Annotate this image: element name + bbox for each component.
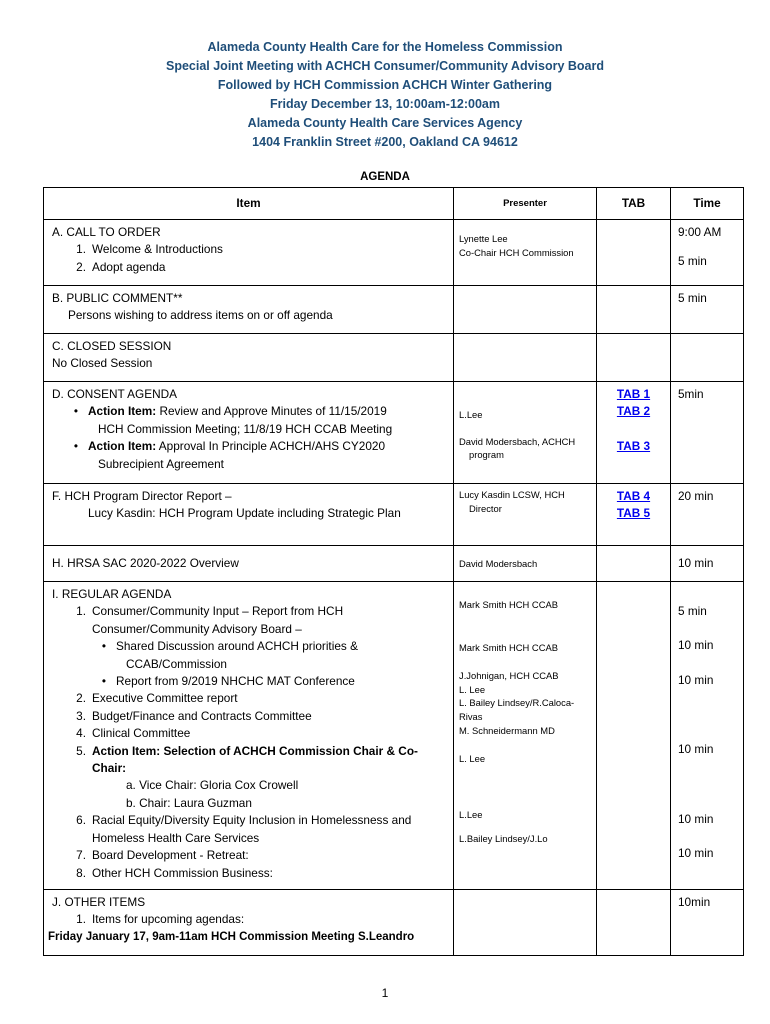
- list-item: • Action Item: Approval In Principle ACHCH/AHS CY2020: [73, 439, 386, 454]
- page-number: 1: [381, 986, 389, 1000]
- column-header-tab: TAB: [597, 188, 671, 220]
- presenter-name: Lynette Lee: [459, 233, 508, 244]
- tab-2-link[interactable]: TAB 2: [616, 404, 651, 419]
- list-item: 8. Other HCH Commission Business:: [76, 865, 273, 880]
- column-header-time: Time: [671, 188, 744, 220]
- presenter-name: L.Lee: [459, 409, 483, 420]
- header-line-date: Friday December 13, 10:00am-12:00am: [270, 97, 500, 111]
- time-cell: [671, 582, 744, 890]
- agenda-row-regular-agenda: [44, 582, 744, 890]
- agenda-row-public-comment: [44, 286, 744, 334]
- section-title: F. HCH Program Director Report –: [52, 489, 232, 503]
- list-item: 1. Consumer/Community Input – Report from HCH: [76, 604, 344, 619]
- list-item: 2. Adopt agenda: [76, 259, 166, 274]
- section-title: H. HRSA SAC 2020-2022 Overview: [44, 546, 454, 582]
- agenda-row-hrsa-sac: [44, 546, 744, 582]
- list-item: 6. Racial Equity/Diversity Equity Inclusion in Homelessness and: [76, 813, 412, 828]
- duration: 5 min: [678, 254, 707, 269]
- presenter-title: program: [469, 449, 504, 461]
- list-item: 7. Board Development - Retreat:: [76, 848, 249, 863]
- sub-item: b. Chair: Laura Guzman: [126, 795, 252, 810]
- duration: 10 min: [678, 846, 714, 861]
- duration: 5min: [671, 382, 744, 484]
- presenter-name: L. Lee: [459, 753, 486, 765]
- list-item: 5. Action Item: Selection of ACHCH Commission Chair & Co-: [76, 743, 418, 758]
- list-item-continued: HCH Commission Meeting; 11/8/19 HCH CCAB Meeting: [98, 421, 393, 436]
- agenda-table: [43, 187, 744, 956]
- presenter-name: L. Bailey Lindsey/R.Caloca-: [459, 697, 575, 709]
- item-cell: [44, 484, 454, 546]
- section-subtitle: Lucy Kasdin: HCH Program Update including Strategic Plan: [88, 506, 401, 521]
- table-header-row: [44, 188, 744, 220]
- tab-cell: [597, 286, 671, 334]
- list-item-continued: Chair:: [92, 761, 127, 776]
- tab-cell: [597, 890, 671, 956]
- document-header: [0, 38, 770, 152]
- item-cell: [44, 890, 454, 956]
- section-title: A. CALL TO ORDER: [52, 225, 161, 239]
- start-time: 9:00 AM: [678, 225, 722, 239]
- header-line-commission: Alameda County Health Care for the Homeless Commission: [207, 40, 563, 54]
- presenter-name: Rivas: [459, 710, 483, 722]
- section-title: B. PUBLIC COMMENT**: [52, 291, 183, 305]
- section-title: I. REGULAR AGENDA: [52, 587, 172, 601]
- agenda-title: AGENDA: [360, 171, 410, 183]
- list-item: 1. Items for upcoming agendas:: [76, 912, 245, 927]
- list-item: • Shared Discussion around ACHCH priorities &: [101, 639, 358, 654]
- presenter-name: David Modersbach: [454, 546, 597, 582]
- duration: 10 min: [671, 546, 744, 582]
- item-cell: [44, 582, 454, 890]
- list-item: 4. Clinical Committee: [76, 726, 191, 741]
- presenter-title: Director: [469, 502, 502, 514]
- tab-cell: [597, 220, 671, 286]
- item-cell: [44, 382, 454, 484]
- agenda-row-call-to-order: [44, 220, 744, 286]
- presenter-cell: [454, 334, 597, 382]
- header-line-meeting: Special Joint Meeting with ACHCH Consumer/Community Advisory Board: [165, 59, 604, 73]
- presenter-cell: [454, 382, 597, 484]
- duration: 10 min: [678, 672, 714, 687]
- tab-1-link[interactable]: TAB 1: [616, 387, 651, 401]
- list-item-continued: CCAB/Commission: [126, 656, 227, 671]
- presenter-cell: [454, 484, 597, 546]
- agenda-row-program-director-report: [44, 484, 744, 546]
- presenter-cell: [454, 890, 597, 956]
- sub-item: a. Vice Chair: Gloria Cox Crowell: [126, 778, 299, 793]
- presenter-name: J.Johnigan, HCH CCAB: [459, 670, 559, 682]
- duration: 10min: [671, 890, 744, 956]
- section-subtitle: Persons wishing to address items on or off agenda: [68, 308, 333, 323]
- duration: 5 min: [678, 604, 707, 618]
- agenda-row-other-items: [44, 890, 744, 956]
- section-title: C. CLOSED SESSION: [52, 339, 172, 353]
- section-title: D. CONSENT AGENDA: [52, 387, 177, 401]
- presenter-name: L.Lee: [459, 808, 483, 820]
- list-item: 1. Welcome & Introductions: [76, 242, 223, 257]
- tab-cell: [597, 334, 671, 382]
- item-cell: [44, 286, 454, 334]
- list-item: • Report from 9/2019 NHCHC MAT Conference: [101, 674, 355, 689]
- presenter-name: L.Bailey Lindsey/J.Lo: [459, 833, 548, 845]
- list-item-continued: Homeless Health Care Services: [92, 830, 260, 845]
- header-line-followed-by: Followed by HCH Commission ACHCH Winter Gathering: [217, 78, 553, 92]
- header-line-agency: Alameda County Health Care Services Agency: [247, 116, 523, 130]
- duration: 10 min: [678, 638, 714, 653]
- agenda-row-closed-session: [44, 334, 744, 382]
- list-item: 2. Executive Committee report: [76, 691, 238, 706]
- presenter-name: Mark Smith HCH CCAB: [459, 599, 558, 610]
- upcoming-meeting-line: Friday January 17, 9am-11am HCH Commission Meeting S.Leandro: [48, 930, 415, 943]
- duration: 10 min: [678, 811, 714, 826]
- time-cell: [671, 220, 744, 286]
- header-line-address: 1404 Franklin Street #200, Oakland CA 94612: [252, 135, 518, 149]
- item-cell: [44, 220, 454, 286]
- section-subtitle: No Closed Session: [52, 356, 153, 371]
- presenter-cell: [454, 582, 597, 890]
- duration: 10 min: [678, 742, 714, 757]
- section-title: J. OTHER ITEMS: [52, 895, 146, 909]
- item-cell: [44, 334, 454, 382]
- list-item: 3. Budget/Finance and Contracts Committee: [76, 708, 312, 723]
- tab-5-link[interactable]: TAB 5: [616, 506, 651, 521]
- list-item-continued: Consumer/Community Advisory Board –: [92, 621, 302, 636]
- tab-4-link[interactable]: TAB 4: [616, 489, 651, 503]
- presenter-name: David Modersbach, ACHCH: [459, 435, 576, 447]
- duration: 5 min: [671, 286, 744, 334]
- presenter-cell: [454, 286, 597, 334]
- presenter-name: M. Schneidermann MD: [459, 724, 555, 736]
- tab-cell: [597, 582, 671, 890]
- tab-3-link[interactable]: TAB 3: [616, 438, 651, 453]
- column-header-presenter: Presenter: [454, 188, 597, 220]
- duration: 20 min: [671, 484, 744, 546]
- presenter-name: Lucy Kasdin LCSW, HCH: [459, 489, 565, 500]
- tab-cell: [597, 484, 671, 546]
- presenter-name: Mark Smith HCH CCAB: [459, 641, 558, 653]
- list-item-continued: Subrecipient Agreement: [98, 456, 224, 471]
- presenter-cell: [454, 220, 597, 286]
- time-cell: [671, 334, 744, 382]
- presenter-name: L. Lee: [459, 683, 486, 695]
- tab-cell: [597, 382, 671, 484]
- list-item: • Action Item: Review and Approve Minutes of 11/15/2019: [73, 404, 387, 419]
- presenter-title: Co-Chair HCH Commission: [459, 246, 574, 258]
- column-header-item: Item: [44, 188, 454, 220]
- agenda-row-consent-agenda: [44, 382, 744, 484]
- tab-cell: [597, 546, 671, 582]
